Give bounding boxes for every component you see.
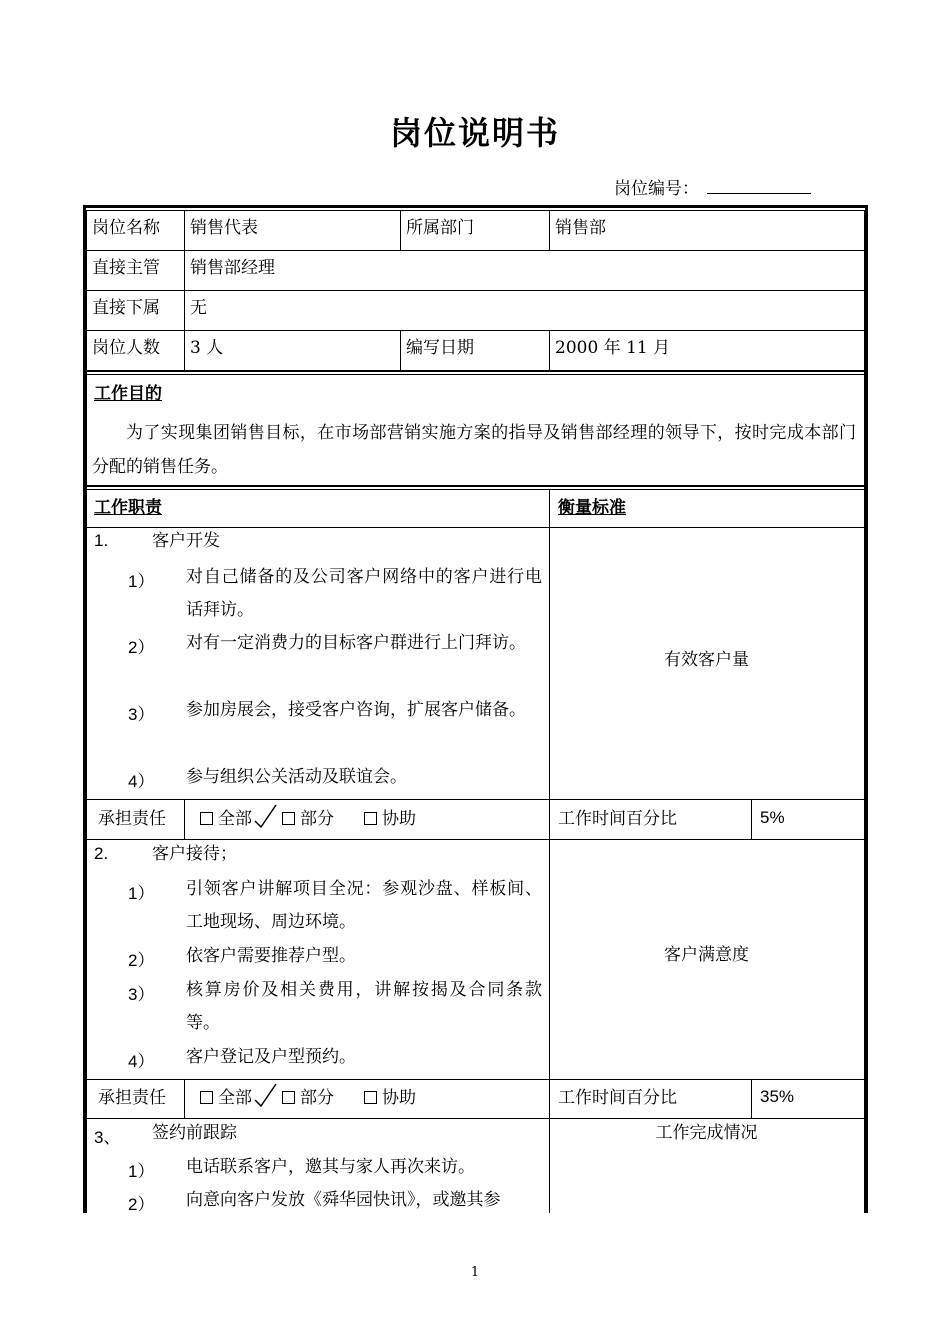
duty-item: 向意向客户发放《舜华园快讯》，或邀其参 xyxy=(186,1190,501,1210)
checkbox-icon xyxy=(200,812,213,825)
time-percent-label: 工作时间百分比 xyxy=(558,809,677,829)
date-value: 2000 年 11 月 xyxy=(555,338,671,358)
section-2-number: 2. xyxy=(94,844,109,863)
option-partial[interactable]: 部分 xyxy=(282,809,334,829)
duty-item: 引领客户讲解项目全况：参观沙盘、样板间、工地现场、周边环境。 xyxy=(186,879,542,932)
section-1-standard: 有效客户量 xyxy=(664,650,749,670)
option-all[interactable]: 全部 xyxy=(200,1088,252,1108)
section-3-number: 3、 xyxy=(94,1128,121,1147)
duty-item: 核算房价及相关费用，讲解按揭及合同条款等。 xyxy=(186,980,542,1033)
position-code xyxy=(614,174,811,199)
section-1-title: 客户开发 xyxy=(152,531,220,551)
subordinate-value: 无 xyxy=(190,298,207,318)
checkbox-icon xyxy=(282,1091,295,1104)
time-percent-label: 工作时间百分比 xyxy=(558,1088,677,1108)
date-label: 编写日期 xyxy=(406,338,474,358)
option-all[interactable]: 全部 xyxy=(200,809,252,829)
option-assist[interactable]: 协助 xyxy=(364,1088,416,1108)
item-number: 1） xyxy=(128,884,155,903)
item-number: 4） xyxy=(128,1052,155,1071)
standard-heading: 衡量标准 xyxy=(558,498,626,517)
duty-item: 对有一定消费力的目标客户群进行上门拜访。 xyxy=(186,633,526,653)
duty-item: 电话联系客户，邀其与家人再次来访。 xyxy=(186,1157,475,1177)
section-3-title: 签约前跟踪 xyxy=(152,1123,237,1143)
position-name-label: 岗位名称 xyxy=(92,218,160,238)
headcount-label: 岗位人数 xyxy=(92,338,160,358)
responsibility-label: 承担责任 xyxy=(98,1088,166,1108)
subordinate-label: 直接下属 xyxy=(92,298,160,318)
position-code-blank xyxy=(707,179,811,194)
duty-item: 客户登记及户型预约。 xyxy=(186,1047,356,1067)
checkmark-icon xyxy=(252,803,278,829)
item-number: 3） xyxy=(128,705,155,724)
supervisor-label: 直接主管 xyxy=(92,258,160,278)
section-3-standard: 工作完成情况 xyxy=(655,1123,758,1143)
department-label: 所属部门 xyxy=(406,218,474,238)
duty-item: 参加房展会，接受客户咨询，扩展客户储备。 xyxy=(186,700,526,720)
purpose-text: 为了实现集团销售目标，在市场部营销实施方案的指导及销售部经理的领导下，按时完成本部门分配的销售任务。 xyxy=(92,423,856,477)
time-percent-value: 5% xyxy=(760,808,785,827)
responsibility-label: 承担责任 xyxy=(98,809,166,829)
option-assist[interactable]: 协助 xyxy=(364,809,416,829)
option-partial[interactable]: 部分 xyxy=(282,1088,334,1108)
duties-heading: 工作职责 xyxy=(94,498,162,517)
checkbox-icon xyxy=(364,812,377,825)
position-code-label: 岗位编号： xyxy=(614,179,699,199)
item-number: 1） xyxy=(128,1162,155,1181)
section-1-number: 1. xyxy=(94,531,109,550)
duty-item: 依客户需要推荐户型。 xyxy=(186,946,356,966)
item-number: 3） xyxy=(128,985,155,1004)
page-number: 1 xyxy=(470,1265,480,1280)
supervisor-value: 销售部经理 xyxy=(190,258,275,278)
item-number: 2） xyxy=(128,1195,155,1214)
item-number: 1） xyxy=(128,572,155,591)
time-percent-value: 35% xyxy=(760,1087,795,1106)
department-value: 销售部 xyxy=(555,218,606,238)
checkbox-icon xyxy=(282,812,295,825)
checkmark-icon xyxy=(252,1082,278,1108)
item-number: 2） xyxy=(128,951,155,970)
position-name-value: 销售代表 xyxy=(190,218,258,238)
headcount-value: 3 人 xyxy=(190,338,224,358)
duty-item: 对自己储备的及公司客户网络中的客户进行电话拜访。 xyxy=(186,567,542,620)
item-number: 4） xyxy=(128,772,155,791)
checkbox-icon xyxy=(364,1091,377,1104)
item-number: 2） xyxy=(128,638,155,657)
checkbox-icon xyxy=(200,1091,213,1104)
duty-item: 参与组织公关活动及联谊会。 xyxy=(186,767,407,787)
page-title: 岗位说明书 xyxy=(389,114,560,152)
section-2-title: 客户接待； xyxy=(152,844,237,864)
section-2-standard: 客户满意度 xyxy=(664,945,749,965)
purpose-heading: 工作目的 xyxy=(94,384,162,403)
